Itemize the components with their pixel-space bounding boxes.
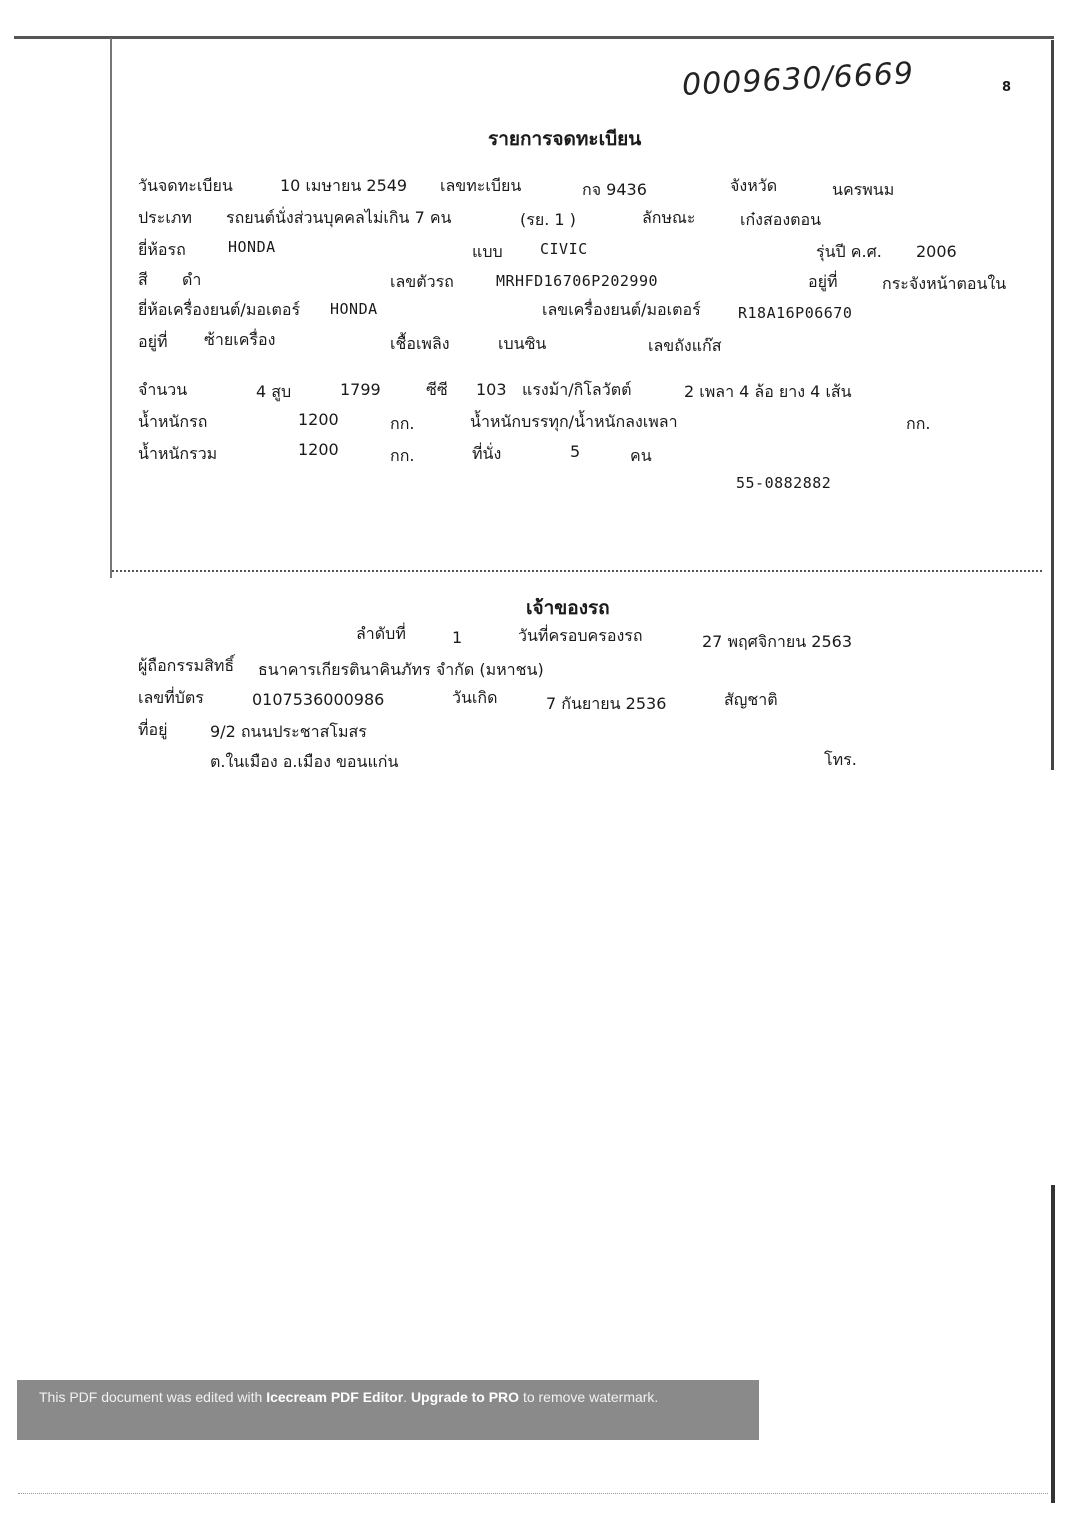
birth-date-value: 7 กันยายน 2536	[546, 694, 667, 713]
holder-label: ผู้ถือกรรมสิทธิ์	[138, 656, 235, 675]
count-label: จำนวน	[138, 380, 188, 399]
address-label: ที่อยู่	[138, 720, 168, 739]
order-label: ลำดับที่	[356, 624, 406, 643]
owner-title: เจ้าของรถ	[526, 597, 610, 619]
chassis-value: MRHFD16706P202990	[496, 272, 659, 290]
handwritten-id: 0009630/6669	[681, 55, 915, 104]
engine-brand-value: HONDA	[330, 300, 378, 318]
type-value: รถยนต์นั่งส่วนบุคคลไม่เกิน 7 คน	[226, 208, 452, 227]
chassis-label: เลขตัวรถ	[390, 272, 454, 291]
watermark-product: Icecream PDF Editor	[266, 1389, 404, 1405]
nationality-label: สัญชาติ	[724, 690, 778, 709]
province-value: นครพนม	[832, 180, 895, 199]
hp-value: 103	[476, 380, 507, 399]
id-card-label: เลขที่บัตร	[138, 688, 204, 707]
weight-value: 1200	[298, 410, 339, 429]
scan-border-right	[1051, 40, 1054, 770]
cc-value: 1799	[340, 380, 381, 399]
engine-brand-label: ยี่ห้อเครื่องยนต์/มอเตอร์	[138, 300, 301, 319]
address-line1: 9/2 ถนนประชาสโมสร	[210, 722, 367, 741]
plate-value: กจ 9436	[582, 180, 647, 199]
style-value: เก๋งสองตอน	[740, 210, 822, 229]
cc-label: ซีซี	[426, 380, 448, 399]
plate-label: เลขทะเบียน	[440, 176, 522, 195]
fuel-value: เบนซิน	[498, 334, 547, 353]
reg-date-value: 10 เมษายน 2549	[280, 176, 408, 195]
color-label: สี	[138, 270, 148, 289]
watermark-text-post: to remove watermark.	[519, 1389, 659, 1405]
watermark-upgrade-link[interactable]: Upgrade to PRO	[410, 1389, 520, 1405]
model-label: แบบ	[472, 242, 503, 261]
chassis-location-label: อยู่ที่	[808, 272, 838, 291]
ry-value: (รย. 1 )	[520, 210, 576, 229]
page-number: 8	[1002, 80, 1012, 95]
scan-border-left	[110, 38, 112, 578]
hp-label: แรงม้า/กิโลวัตต์	[522, 380, 632, 399]
watermark-banner[interactable]	[17, 1380, 759, 1440]
fuel-label: เชื้อเพลิง	[390, 334, 450, 353]
possession-date-label: วันที่ครอบครองรถ	[518, 626, 643, 645]
order-value: 1	[452, 628, 463, 647]
id-card-value: 0107536000986	[252, 690, 385, 709]
color-value: ดำ	[182, 270, 202, 289]
total-weight-label: น้ำหนักรวม	[138, 444, 218, 463]
scan-bottom-line	[18, 1493, 1048, 1494]
reference-number: 55-0882882	[736, 474, 832, 492]
cylinders-value: 4 สูบ	[256, 382, 292, 401]
seats-value: 5	[570, 442, 581, 461]
style-label: ลักษณะ	[642, 208, 696, 227]
weight-label: น้ำหนักรถ	[138, 412, 208, 431]
axles-wheels-value: 2 เพลา 4 ล้อ ยาง 4 เส้น	[684, 382, 852, 401]
year-value: 2006	[916, 242, 957, 261]
engine-number-value: R18A16P06670	[738, 304, 853, 322]
chassis-location-value: กระจังหน้าตอนใน	[882, 274, 1007, 293]
holder-value: ธนาคารเกียรตินาคินภัทร จำกัด (มหาชน)	[258, 660, 544, 679]
engine-location-value: ซ้ายเครื่อง	[204, 330, 276, 349]
total-weight-value: 1200	[298, 440, 339, 459]
seats-unit: คน	[630, 446, 652, 465]
reg-date-label: วันจดทะเบียน	[138, 176, 233, 195]
gas-tank-label: เลขถังแก๊ส	[648, 336, 722, 355]
load-label: น้ำหนักบรรทุก/น้ำหนักลงเพลา	[470, 412, 678, 431]
perforation-line	[112, 570, 1042, 572]
brand-value: HONDA	[228, 238, 276, 256]
scan-border-right-lower	[1051, 1185, 1055, 1503]
year-label: รุ่นปี ค.ศ.	[816, 242, 882, 261]
birth-date-label: วันเกิด	[452, 688, 498, 707]
watermark-text-pre: This PDF document was edited with	[39, 1389, 267, 1405]
address-line2: ต.ในเมือง อ.เมือง ขอนแก่น	[210, 752, 399, 771]
engine-location-label: อยู่ที่	[138, 332, 168, 351]
weight-unit: กก.	[390, 414, 415, 433]
engine-number-label: เลขเครื่องยนต์/มอเตอร์	[542, 300, 701, 319]
model-value: CIVIC	[540, 240, 588, 258]
province-label: จังหวัด	[730, 176, 778, 195]
total-weight-unit: กก.	[390, 446, 415, 465]
type-label: ประเภท	[138, 208, 192, 227]
watermark-text	[39, 1389, 658, 1405]
phone-label: โทร.	[824, 750, 857, 769]
brand-label: ยี่ห้อรถ	[138, 240, 186, 259]
load-unit: กก.	[906, 414, 931, 433]
scan-border-top	[14, 36, 1054, 39]
watermark-mid: .	[403, 1389, 411, 1405]
registration-title: รายการจดทะเบียน	[488, 128, 642, 150]
seats-label: ที่นั่ง	[472, 444, 502, 463]
possession-date-value: 27 พฤศจิกายน 2563	[702, 632, 852, 651]
